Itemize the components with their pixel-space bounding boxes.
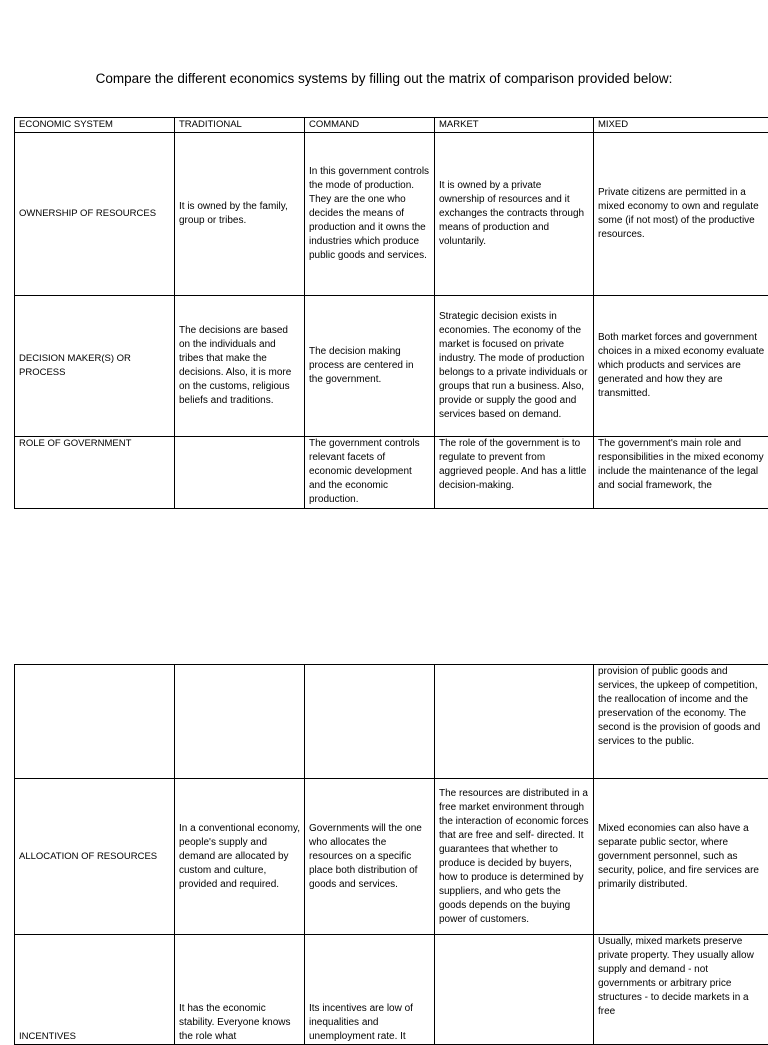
cell-decision-command: The decision making process are centered in the government. [305,296,435,437]
cell-government-command: The government controls relevant facets of economic development and the economic production. [305,437,435,509]
cell-allocation-mixed: Mixed economies can also have a separate public sector, where government personnel, such as security, police, and fire services are primarily distributed. [594,779,768,935]
cell-allocation-traditional: In a conventional economy, people's supply and demand are allocated by custom and culture, provided and required. [175,779,305,935]
header-mixed: MIXED [594,118,768,133]
cell-ownership-mixed: Private citizens are permitted in a mixed economy to own and regulate some (if not most) of the productive resources. [594,133,768,296]
row-label-government: ROLE OF GOVERNMENT [15,437,175,509]
table-row-decision [15,296,768,437]
row-label-decision: DECISION MAKER(S) OR PROCESS [15,296,175,437]
cell-incentives-market [435,935,594,1045]
header-command: COMMAND [305,118,435,133]
table-row-ownership [15,133,768,296]
cell-ownership-command: In this government controls the mode of production. They are the one who decides the means of production and it owns the industries which produce public goods and services. [305,133,435,296]
cell-government-traditional [175,437,305,509]
cell-government-continued-traditional [175,665,305,779]
cell-government-market: The role of the government is to regulate to prevent from aggrieved people. And has a little decision-making. [435,437,594,509]
row-label-incentives: INCENTIVES [15,935,175,1045]
cell-incentives-command: Its incentives are low of inequalities and unemployment rate. It [305,935,435,1045]
cell-decision-mixed: Both market forces and government choices in a mixed economy evaluate which products and services are generated and how they are transmitted. [594,296,768,437]
page-title: Compare the different economics systems by filling out the matrix of comparison provided below: [0,70,768,88]
header-economic-system: ECONOMIC SYSTEM [15,118,175,133]
header-traditional: TRADITIONAL [175,118,305,133]
cell-government-continued-label [15,665,175,779]
cell-government-continued-mixed: provision of public goods and services, the upkeep of competition, the reallocation of income and the preservation of the economy. The second is the provision of goods and services to the public. [594,665,768,779]
cell-allocation-command: Governments will the one who allocates the resources on a specific place both distribution of goods and services. [305,779,435,935]
cell-incentives-mixed: Usually, mixed markets preserve private property. They usually allow supply and demand - not governments or arbitrary price structures - to decide markets in a free [594,935,768,1045]
table-row-government [15,437,768,509]
cell-government-continued-command [305,665,435,779]
cell-government-continued-market [435,665,594,779]
cell-incentives-traditional: It has the economic stability. Everyone knows the role what [175,935,305,1045]
comparison-table-part-2 [14,664,768,1045]
table-row-government-continued [15,665,768,779]
cell-decision-market: Strategic decision exists in economies. The economy of the market is focused on private industry. The mode of production belongs to a private individuals or groups that run a business. Also, provide or supply the good and services based on demand. [435,296,594,437]
header-market: MARKET [435,118,594,133]
table-row-incentives [15,935,768,1045]
cell-decision-traditional: The decisions are based on the individuals and tribes that make the decisions. Also, it is more on the customs, religious beliefs and traditions. [175,296,305,437]
header-row [15,118,768,133]
row-label-allocation: ALLOCATION OF RESOURCES [15,779,175,935]
table-row-allocation [15,779,768,935]
cell-ownership-traditional: It is owned by the family, group or tribes. [175,133,305,296]
comparison-table-part-1 [14,117,768,509]
cell-allocation-market: The resources are distributed in a free market environment through the interaction of economic forces that are free and self- directed. It guarantees that whether to produce is decided by buyers, how to produce is determined by suppliers, and who gets the goods depends on the buying power of customers. [435,779,594,935]
row-label-ownership: OWNERSHIP OF RESOURCES [15,133,175,296]
cell-ownership-market: It is owned by a private ownership of resources and it exchanges the contracts through means of production and voluntarily. [435,133,594,296]
cell-government-mixed: The government's main role and responsibilities in the mixed economy include the maintenance of the legal and social framework, the [594,437,768,509]
